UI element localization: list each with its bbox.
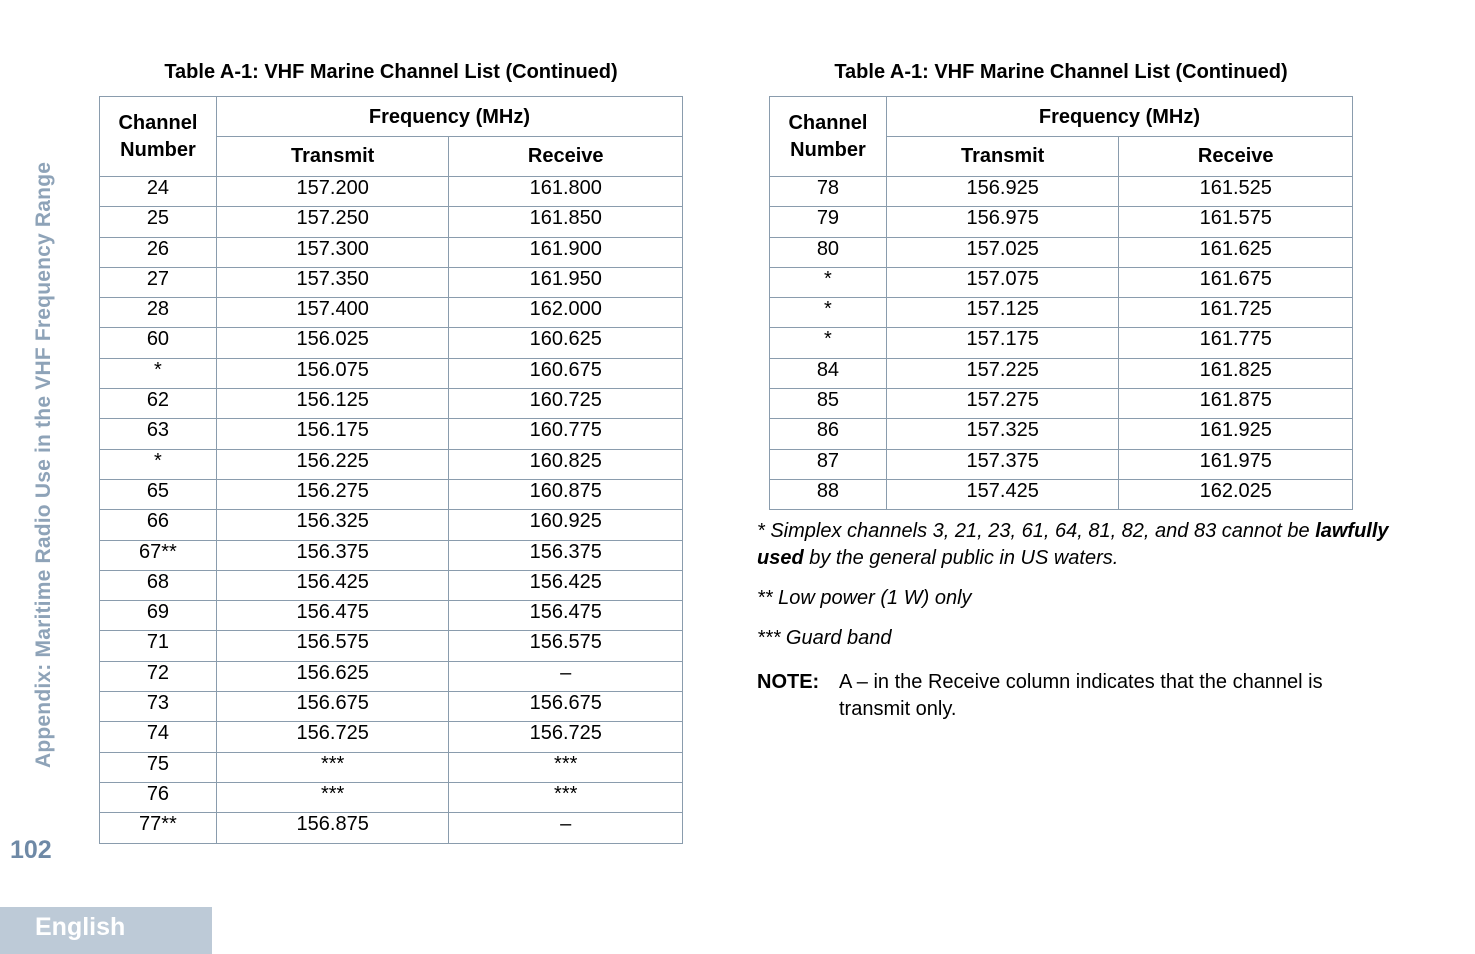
transmit-header: Transmit (216, 137, 449, 177)
channel-number-cell: 73 (100, 692, 217, 722)
footnotes (757, 518, 1397, 723)
channel-number-cell: 62 (100, 389, 217, 419)
table-row (770, 267, 1353, 297)
table-body (100, 177, 683, 844)
table-row (100, 207, 683, 237)
transmit-cell: 157.250 (216, 207, 449, 237)
channel-table (99, 96, 683, 844)
table-row (100, 510, 683, 540)
channel-number-cell: * (100, 358, 217, 388)
channel-table-left (99, 58, 683, 844)
transmit-cell: 156.425 (216, 570, 449, 600)
transmit-cell: 156.375 (216, 540, 449, 570)
table-row (100, 661, 683, 691)
transmit-cell: *** (216, 752, 449, 782)
footnote-simplex-suffix: by the general public in US waters. (803, 547, 1119, 569)
table-row (100, 722, 683, 752)
transmit-cell: 157.425 (886, 479, 1119, 509)
receive-cell: 161.825 (1119, 358, 1353, 388)
channel-number-cell: 67** (100, 540, 217, 570)
channel-number-cell: 76 (100, 782, 217, 812)
channel-number-header-line2: Number (790, 138, 866, 161)
receive-cell: 161.775 (1119, 328, 1353, 358)
receive-cell: 156.575 (449, 631, 683, 661)
transmit-cell: 157.275 (886, 389, 1119, 419)
transmit-cell: 156.475 (216, 601, 449, 631)
channel-number-cell: 79 (770, 207, 887, 237)
channel-number-cell: 72 (100, 661, 217, 691)
transmit-cell: 156.875 (216, 813, 449, 843)
channel-number-cell: * (100, 449, 217, 479)
table-caption: Table A-1: VHF Marine Channel List (Continued) (164, 61, 618, 83)
table-row (770, 449, 1353, 479)
channel-number-cell: 66 (100, 510, 217, 540)
table-row (100, 449, 683, 479)
transmit-cell: 157.325 (886, 419, 1119, 449)
channel-number-cell: 24 (100, 177, 217, 207)
receive-cell: 161.625 (1119, 237, 1353, 267)
footnote-simplex (757, 518, 1397, 572)
receive-cell: 160.675 (449, 358, 683, 388)
receive-cell: 160.875 (449, 479, 683, 509)
table-row (100, 267, 683, 297)
channel-number-cell: 85 (770, 389, 887, 419)
transmit-header: Transmit (886, 137, 1119, 177)
receive-cell: 156.375 (449, 540, 683, 570)
channel-number-cell: 65 (100, 479, 217, 509)
channel-number-cell: 25 (100, 207, 217, 237)
receive-cell: 161.925 (1119, 419, 1353, 449)
footnote-low-power: ** Low power (1 W) only (757, 587, 972, 609)
table-row (100, 631, 683, 661)
receive-cell: 156.425 (449, 570, 683, 600)
receive-cell: 162.025 (1119, 479, 1353, 509)
channel-number-cell: 86 (770, 419, 887, 449)
receive-cell: 160.825 (449, 449, 683, 479)
receive-cell: – (449, 813, 683, 843)
transmit-cell: 157.025 (886, 237, 1119, 267)
transmit-cell: 157.200 (216, 177, 449, 207)
channel-number-cell: 74 (100, 722, 217, 752)
table-row (770, 207, 1353, 237)
channel-number-cell: 78 (770, 177, 887, 207)
channel-number-cell: 75 (100, 752, 217, 782)
receive-cell: 162.000 (449, 298, 683, 328)
footnote-simplex-bold: lawfully used (757, 520, 1389, 569)
transmit-cell: 156.675 (216, 692, 449, 722)
receive-cell: 156.675 (449, 692, 683, 722)
table-row (770, 389, 1353, 419)
channel-number-cell: 63 (100, 419, 217, 449)
receive-cell: 161.725 (1119, 298, 1353, 328)
table-row (100, 177, 683, 207)
transmit-cell: 156.275 (216, 479, 449, 509)
transmit-cell: 157.225 (886, 358, 1119, 388)
transmit-cell: 157.300 (216, 237, 449, 267)
table-row (100, 782, 683, 812)
table-body (770, 177, 1353, 510)
transmit-cell: 156.625 (216, 661, 449, 691)
channel-number-cell: * (770, 267, 887, 297)
language-tab: English (0, 907, 212, 954)
channel-number-cell: 88 (770, 479, 887, 509)
channel-number-cell: 69 (100, 601, 217, 631)
channel-number-cell: 68 (100, 570, 217, 600)
transmit-cell: 156.575 (216, 631, 449, 661)
table-row (100, 570, 683, 600)
channel-number-header-line1: Channel (118, 111, 198, 134)
receive-cell: – (449, 661, 683, 691)
transmit-cell: 156.725 (216, 722, 449, 752)
transmit-cell: 157.375 (886, 449, 1119, 479)
table-row (770, 328, 1353, 358)
page-number: 102 (10, 836, 52, 864)
channel-number-cell: 71 (100, 631, 217, 661)
table-row (100, 358, 683, 388)
receive-cell: 160.725 (449, 389, 683, 419)
transmit-cell: 156.175 (216, 419, 449, 449)
table-row (770, 237, 1353, 267)
channel-number-cell: * (770, 298, 887, 328)
transmit-cell: 156.925 (886, 177, 1119, 207)
table-caption: Table A-1: VHF Marine Channel List (Continued) (834, 61, 1288, 83)
channel-number-cell: 26 (100, 237, 217, 267)
table-row (100, 813, 683, 843)
transmit-cell: 156.225 (216, 449, 449, 479)
table-row (770, 298, 1353, 328)
receive-header: Receive (449, 137, 683, 177)
transmit-cell: 157.400 (216, 298, 449, 328)
channel-number-cell: * (770, 328, 887, 358)
channel-number-cell: 27 (100, 267, 217, 297)
transmit-cell: 157.125 (886, 298, 1119, 328)
receive-cell: 161.950 (449, 267, 683, 297)
receive-cell: 160.775 (449, 419, 683, 449)
channel-number-header-line1: Channel (788, 111, 868, 134)
table-row (100, 540, 683, 570)
table-row (100, 692, 683, 722)
note-label: NOTE: (757, 671, 820, 693)
transmit-cell: 156.125 (216, 389, 449, 419)
receive-cell: 161.800 (449, 177, 683, 207)
channel-number-header (100, 97, 217, 177)
receive-cell: 160.925 (449, 510, 683, 540)
frequency-header: Frequency (MHz) (886, 97, 1352, 137)
table-row (770, 358, 1353, 388)
channel-number-header-line2: Number (120, 138, 196, 161)
note-text: A – in the Receive column indicates that the channel is transmit only. (839, 671, 1323, 720)
channel-number-header (770, 97, 887, 177)
transmit-cell: 156.075 (216, 358, 449, 388)
channel-number-cell: 28 (100, 298, 217, 328)
frequency-header: Frequency (MHz) (216, 97, 682, 137)
channel-number-cell: 87 (770, 449, 887, 479)
receive-cell: 156.725 (449, 722, 683, 752)
table-row (100, 298, 683, 328)
footnote-simplex-prefix: * Simplex channels 3, 21, 23, 61, 64, 81, 82, and 83 cannot be (757, 520, 1316, 542)
receive-cell: 161.525 (1119, 177, 1353, 207)
transmit-cell: *** (216, 782, 449, 812)
receive-cell: 161.975 (1119, 449, 1353, 479)
receive-cell: 161.850 (449, 207, 683, 237)
transmit-cell: 157.175 (886, 328, 1119, 358)
transmit-cell: 157.075 (886, 267, 1119, 297)
table-row (770, 479, 1353, 509)
table-row (100, 419, 683, 449)
receive-cell: 161.575 (1119, 207, 1353, 237)
transmit-cell: 157.350 (216, 267, 449, 297)
table-row (100, 237, 683, 267)
receive-cell: *** (449, 782, 683, 812)
receive-cell: 161.875 (1119, 389, 1353, 419)
table-row (770, 177, 1353, 207)
receive-cell: 156.475 (449, 601, 683, 631)
table-row (770, 419, 1353, 449)
table-row (100, 479, 683, 509)
transmit-cell: 156.325 (216, 510, 449, 540)
channel-number-cell: 80 (770, 237, 887, 267)
receive-cell: 160.625 (449, 328, 683, 358)
receive-cell: 161.675 (1119, 267, 1353, 297)
side-section-title: Appendix: Maritime Radio Use in the VHF Frequency Range (32, 161, 55, 768)
table-row (100, 752, 683, 782)
channel-table (769, 96, 1353, 510)
channel-table-right (769, 58, 1353, 510)
transmit-cell: 156.975 (886, 207, 1119, 237)
table-row (100, 389, 683, 419)
table-row (100, 328, 683, 358)
note (757, 669, 1397, 723)
channel-number-cell: 77** (100, 813, 217, 843)
receive-header: Receive (1119, 137, 1353, 177)
table-row (100, 601, 683, 631)
receive-cell: *** (449, 752, 683, 782)
transmit-cell: 156.025 (216, 328, 449, 358)
channel-number-cell: 60 (100, 328, 217, 358)
receive-cell: 161.900 (449, 237, 683, 267)
footnote-guard-band: *** Guard band (757, 627, 892, 649)
channel-number-cell: 84 (770, 358, 887, 388)
